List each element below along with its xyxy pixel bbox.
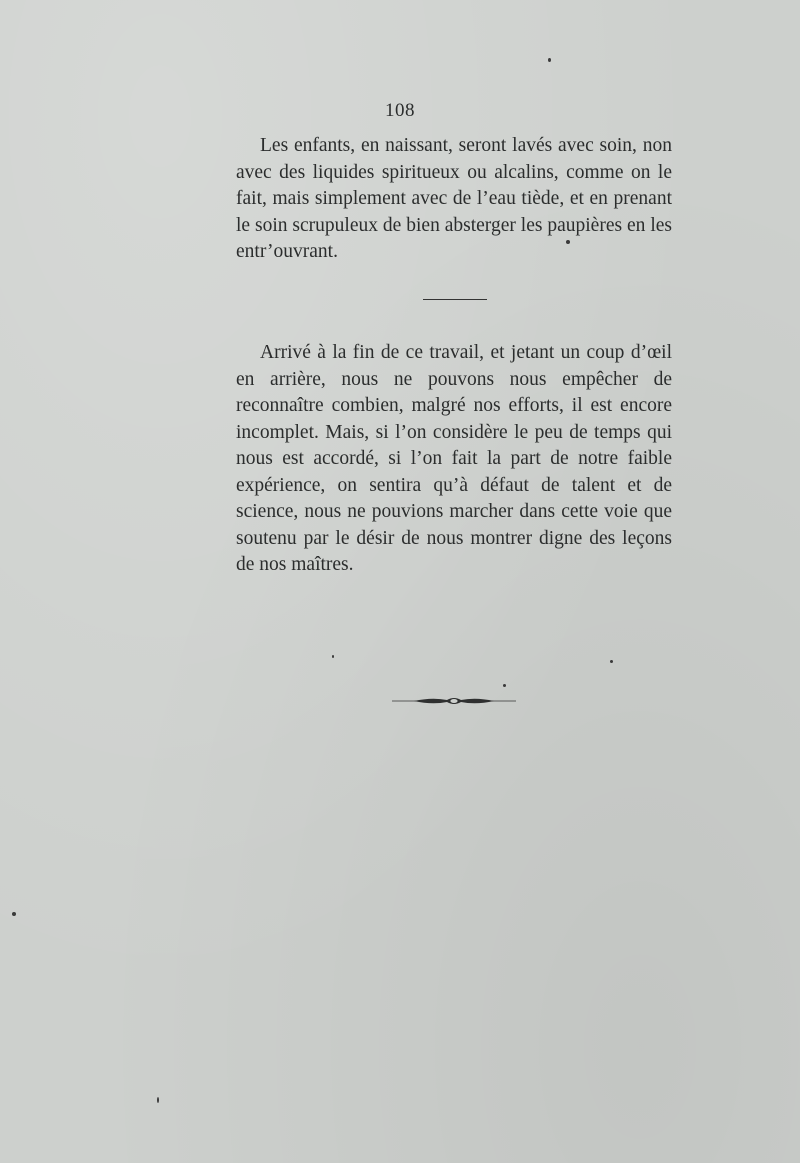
page-number: 108	[385, 100, 415, 121]
paper-speck	[548, 58, 551, 62]
paper-speck	[610, 660, 613, 663]
first-paragraph-block	[236, 133, 672, 266]
paper-speck	[332, 655, 334, 658]
paragraph-newborn-care: Les enfants, en naissant, seront lavés avec soin, non avec des liquides spiritueux ou alcalins, comme on le fait, mais simplement avec de l’eau tiède, et en prenant le soin scrupuleux de bien absterger les paupières en les entr’ouvrant.	[236, 135, 672, 262]
paper-speck	[503, 684, 506, 687]
tailpiece-ornament-icon	[392, 694, 516, 708]
paragraph-conclusion: Arrivé à la fin de ce travail, et jetant un coup d’œil en arrière, nous ne pouvons nous empêcher de reconnaître combien, malgré nos efforts, il est encore incomplet. Mais, si l’on considère le peu de temps qui nous est accordé, si l’on fait la part de notre faible expérience, on sentira qu’à défaut de talent et de science, nous ne pouvions marcher dans cette voie que soutenu par le désir de nous montrer digne des leçons de nos maîtres.	[236, 342, 672, 575]
paper-speck	[566, 240, 570, 244]
paper-speck	[157, 1097, 159, 1103]
paper-speck	[12, 912, 16, 916]
closing-paragraph-block	[236, 340, 672, 579]
section-separator-rule	[423, 299, 487, 300]
